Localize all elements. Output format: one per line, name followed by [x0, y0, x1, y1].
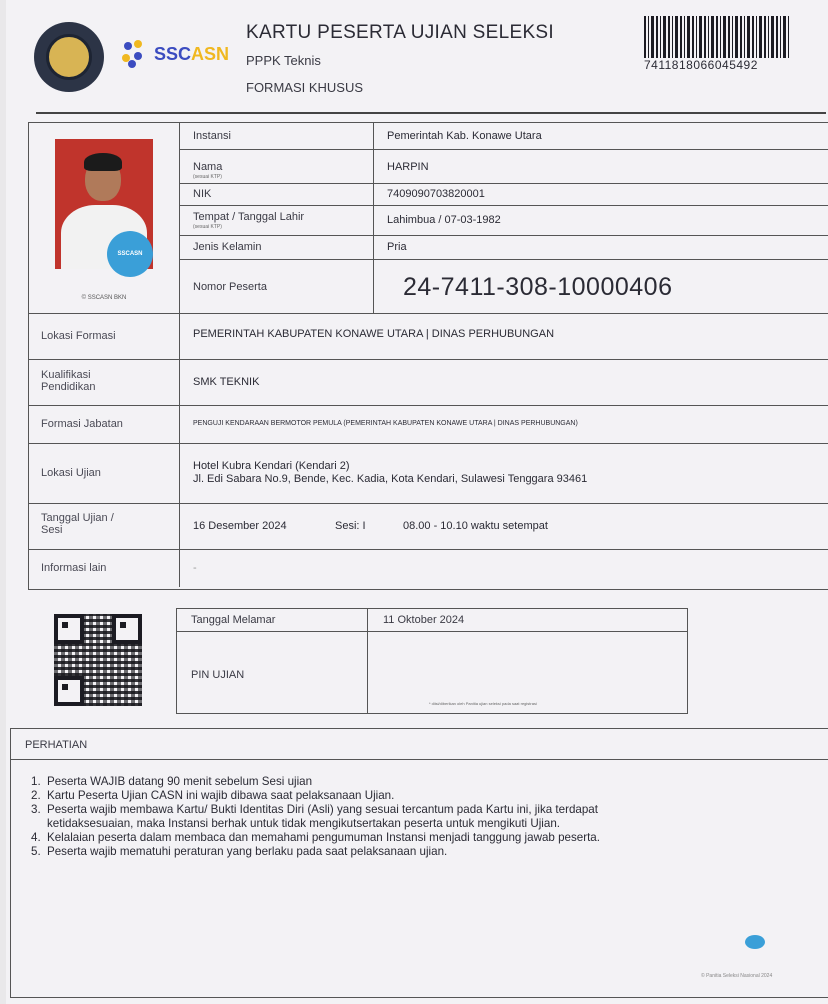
row-kualifikasi: [29, 359, 828, 406]
card-title: KARTU PESERTA UJIAN SELEKSI: [246, 22, 554, 43]
notice-list: [31, 775, 828, 859]
row-formasi-jabatan: [29, 405, 828, 444]
notice-item-continuation: ketidaksesuaian, maka Instansi berhak untuk tidak mengikutsertakan peserta untuk mengikuti Ujian.: [47, 817, 560, 830]
label-ttl: Tempat / Tanggal Lahir: [193, 211, 305, 223]
pin-note: * diisi/diberikan oleh Panitia ujian seleksi pada saat registrasi: [429, 701, 537, 706]
label-gender: Jenis Kelamin: [193, 241, 262, 253]
notice-item: 1. Peserta WAJIB datang 90 menit sebelum Sesi ujian: [31, 775, 313, 788]
value-gender: Pria: [387, 241, 407, 253]
label-informasi-lain: Informasi lain: [41, 562, 107, 574]
notice-item: 5. Peserta wajib mematuhi peraturan yang berlaku pada saat pelaksanaan ujian.: [31, 845, 448, 858]
value-exam-session: Sesi: I: [335, 520, 366, 532]
label-tanggal-ujian-2: Sesi: [41, 524, 63, 536]
formation-type: FORMASI KHUSUS: [246, 80, 364, 95]
value-exam-date: 16 Desember 2024: [193, 520, 287, 532]
notice-title: PERHATIAN: [25, 739, 88, 751]
qr-code: [54, 614, 142, 706]
label-kualifikasi-1: Kualifikasi: [41, 369, 91, 381]
value-formasi-jabatan: PENGUJI KENDARAAN BERMOTOR PEMULA (PEMERINTAH KABUPATEN KONAWE UTARA | DINAS PERHUBUNGAN): [193, 420, 578, 427]
sscasn-mark-icon: [122, 40, 150, 68]
label-tanggal-melamar: Tanggal Melamar: [191, 614, 276, 626]
notice-box: [10, 728, 828, 998]
participant-table: [28, 122, 828, 590]
card-subtitle: PPPK Teknis: [246, 53, 321, 68]
sscasn-seal: SSCASN: [107, 231, 153, 277]
row-gender: [179, 235, 828, 260]
label-pin-ujian: PIN UJIAN: [191, 669, 245, 681]
photo-cell: [29, 123, 180, 314]
row-ttl: [179, 205, 828, 236]
logo-text-asn: ASN: [191, 43, 230, 64]
value-lokasi-ujian-1: Hotel Kubra Kendari (Kendari 2): [193, 460, 350, 472]
barcode-number: 7411818066045492: [644, 58, 758, 72]
label-nik: NIK: [193, 188, 212, 200]
value-instansi: Pemerintah Kab. Konawe Utara: [387, 130, 542, 142]
label-participant-number: Nomor Peserta: [193, 281, 267, 293]
row-lokasi-formasi: [29, 313, 828, 360]
row-participant-number: [179, 259, 828, 314]
exam-card: [6, 0, 828, 1004]
row-nik: [179, 183, 828, 206]
label-lokasi-ujian: Lokasi Ujian: [41, 467, 101, 479]
label-kualifikasi-2: Pendidikan: [41, 381, 96, 393]
label-tanggal-ujian-1: Tanggal Ujian /: [41, 512, 114, 524]
notice-item: 3. Peserta wajib membawa Kartu/ Bukti Identitas Diri (Asli) yang sesuai tercantum pada Kartu ini, jika terdapat: [31, 803, 598, 816]
notice-item: 2. Kartu Peserta Ujian CASN ini wajib dibawa saat pelaksanaan Ujian.: [31, 789, 395, 802]
value-informasi-lain: -: [193, 562, 197, 574]
value-kualifikasi: SMK TEKNIK: [193, 376, 260, 388]
value-exam-time: 08.00 - 10.10 waktu setempat: [403, 520, 548, 532]
value-ttl: Lahimbua / 07-03-1982: [387, 214, 501, 226]
label-lokasi-formasi: Lokasi Formasi: [41, 330, 116, 342]
panselnas-logo-icon: [745, 935, 765, 949]
row-instansi: [179, 123, 828, 150]
sscasn-logo: [122, 40, 229, 68]
value-lokasi-ujian-2: Jl. Edi Sabara No.9, Bende, Kec. Kadia, Kota Kendari, Sulawesi Tenggara 93461: [193, 473, 588, 485]
label-nama: Nama: [193, 161, 223, 173]
header-divider: [36, 112, 826, 114]
value-participant-number: 24-7411-308-10000406: [403, 273, 673, 301]
logo-text-ssc: SSC: [154, 43, 192, 64]
value-nik: 7409090703820001: [387, 188, 485, 200]
label-nama-note: (sesuai KTP): [193, 174, 222, 180]
value-lokasi-formasi: PEMERINTAH KABUPATEN KONAWE UTARA | DINAS PERHUBUNGAN: [193, 328, 555, 340]
row-tanggal-ujian: [29, 503, 828, 550]
row-lokasi-ujian: [29, 443, 828, 504]
institution-emblem-icon: [34, 22, 104, 92]
row-nama: [179, 149, 828, 184]
value-nama: HARPIN: [387, 161, 429, 173]
label-instansi: Instansi: [193, 130, 231, 142]
label-formasi-jabatan: Formasi Jabatan: [41, 418, 123, 430]
notice-item: 4. Kelalaian peserta dalam membaca dan memahami pengumuman Instansi menjadi tanggung jawab peserta.: [31, 831, 600, 844]
footer-copyright: © Panitia Seleksi Nasional 2024: [701, 973, 773, 979]
pin-table: [176, 608, 688, 714]
value-tanggal-melamar: 11 Oktober 2024: [383, 614, 465, 626]
barcode: [644, 16, 789, 58]
row-informasi-lain: [29, 549, 828, 587]
photo-caption: © SSCASN BKN: [81, 295, 127, 301]
label-ttl-note: (sesuai KTP): [193, 224, 222, 230]
